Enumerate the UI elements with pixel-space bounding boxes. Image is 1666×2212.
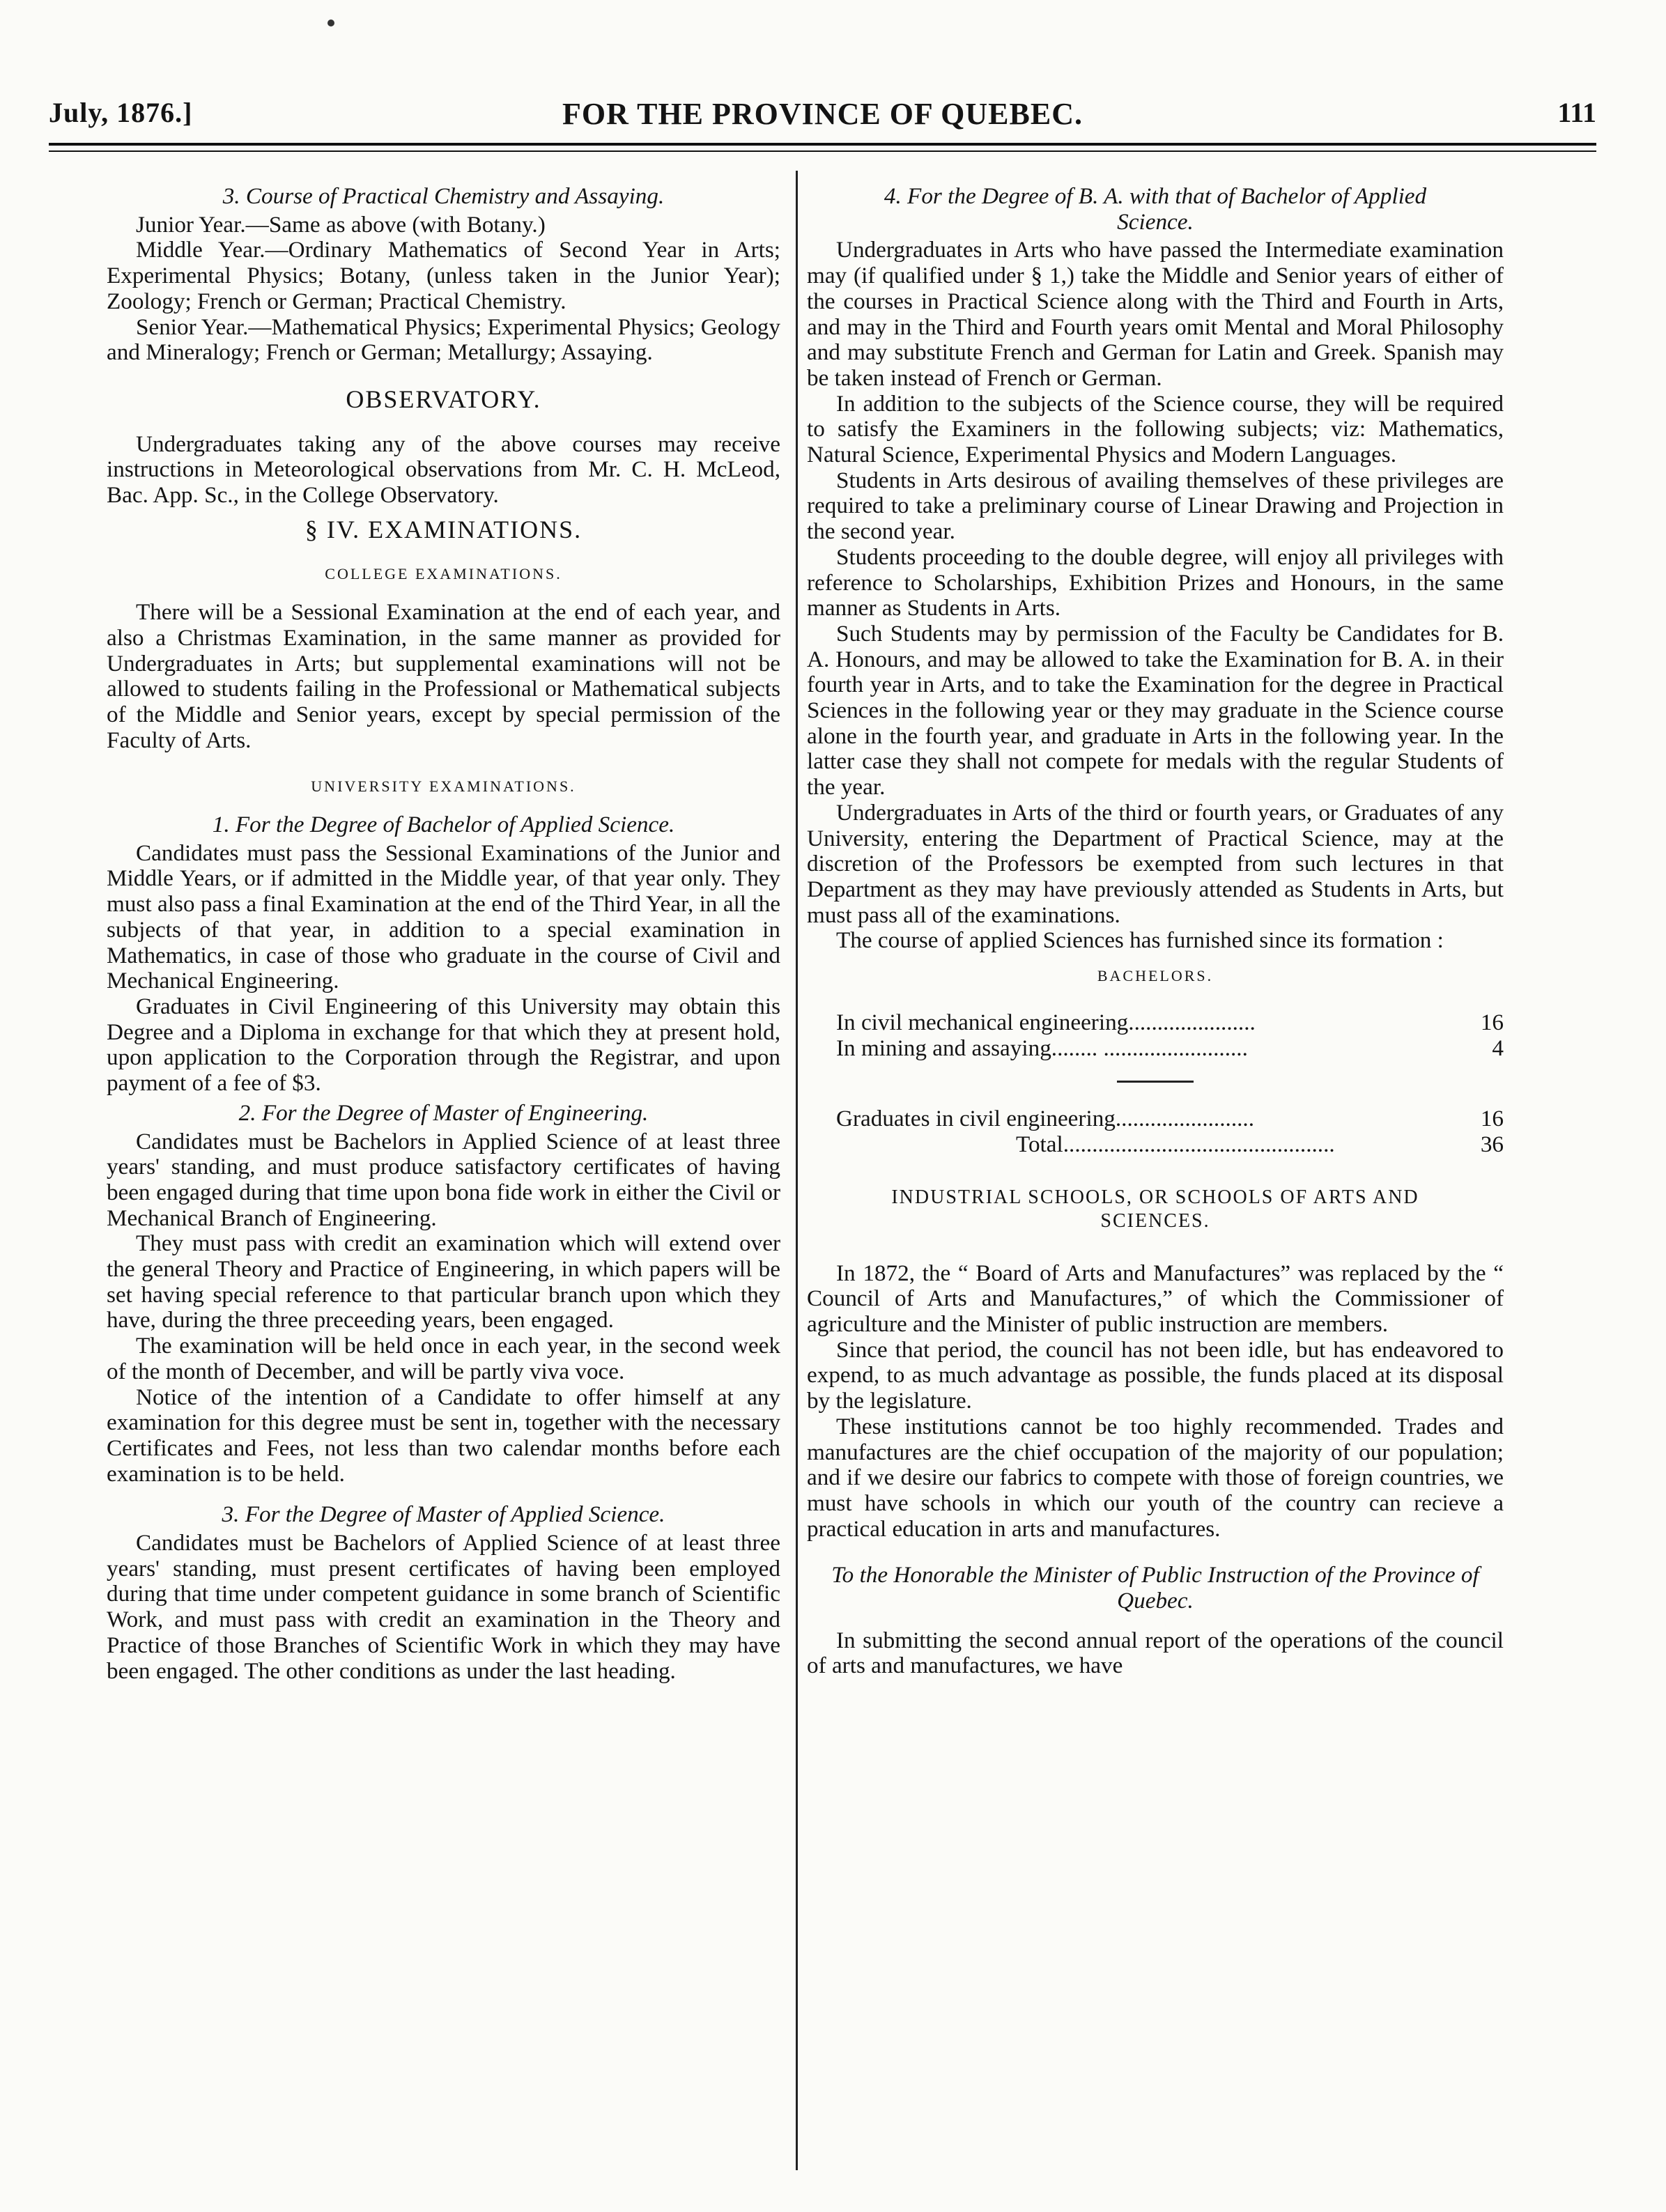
paragraph-master-eng-4: Notice of the intention of a Candidate to offer himself at any examination for this degree must be sent in, together with the necessary Certificates and Fees, not less than two calendar months before each examination is to be held. (107, 1384, 780, 1487)
table-total-row (807, 1132, 1504, 1158)
right-column (807, 180, 1504, 1679)
row-label: In civil mechanical engineering...................... (836, 1009, 1256, 1035)
paragraph-observatory: Undergraduates taking any of the above courses may receive instructions in Meteorological observations from Mr. C. H. McLeod, Bac. App. Sc., in the College Observatory. (107, 431, 780, 509)
section-title-master-applied-science: 3. For the Degree of Master of Applied Science. (222, 1501, 665, 1528)
table-row (807, 1010, 1504, 1036)
paragraph-double-degree-7: The course of applied Sciences has furnished since its formation : (836, 927, 1444, 954)
paragraph-college-examinations: There will be a Sessional Examination at the end of each year, and also a Christmas Examination, in the same manner as provided for Undergraduates in Arts; but supplemental examinations will not be allowed to students failing in the Professional or Mathematical subjects of the Middle and Senior years, except by special permission of the Faculty of Arts. (107, 599, 780, 753)
heading-university-examinations: UNIVERSITY EXAMINATIONS. (311, 778, 576, 796)
paragraph-double-degree-5: Such Students may by permission of the Faculty be Candidates for B. A. Honours, and may be allowed to take the Examination for B. A. in their fourth year in Arts, and to take the Examination for the degree in Practical Sciences in the following year or they may graduate in the Science course alone in the fourth year, and graduate in Arts in the following year. In the latter case they shall not compete for medals with the regular Students of the year. (807, 620, 1504, 801)
paragraph-junior-year: Junior Year.—Same as above (with Botany.) (136, 211, 546, 238)
header-date: July, 1876.] (49, 97, 193, 128)
table-row (807, 1106, 1504, 1132)
heading-industrial-schools: INDUSTRIAL SCHOOLS, OR SCHOOLS OF ARTS AND SCIENCES. (891, 1186, 1419, 1232)
paragraph-double-degree-1: Undergraduates in Arts who have passed the Intermediate examination may (if qualified under § 1,) take the Middle and Senior years of either of the courses in Practical Science along with the Third and Fourth in Arts, and may in the Third and Fourth years omit Mental and Moral Philosophy and may substitute French and German for Latin and Greek. Spanish may be taken instead of French or German. (807, 237, 1504, 391)
paragraph-industrial-1: In 1872, the “ Board of Arts and Manufactures” was replaced by the “ Council of Arts and Manufactures,” of which the Commissioner of agriculture and the Minister of public instruction are members. (807, 1260, 1504, 1338)
header-rule-thin (49, 150, 1596, 152)
heading-college-examinations: COLLEGE EXAMINATIONS. (325, 565, 562, 583)
paragraph-double-degree-6: Undergraduates in Arts of the third or fourth years, or Graduates of any University, entering the Department of Practical Science, may at the discretion of the Professors be exempted from such lectures in that Department as they may have previously attended as Students in Arts, but must pass all of the examinations. (807, 799, 1504, 928)
section-title-bachelor-applied-science: 1. For the Degree of Bachelor of Applied Science. (212, 812, 675, 838)
left-column (107, 180, 780, 1684)
heading-bachelors: BACHELORS. (1097, 967, 1214, 985)
section-title-chemistry: 3. Course of Practical Chemistry and Assaying. (222, 183, 665, 209)
running-header (49, 96, 1596, 138)
column-divider (796, 171, 798, 2170)
paragraph-report-1: In submitting the second annual report of the operations of the council of arts and manufactures, we have (807, 1627, 1504, 1679)
total-value: 36 (1480, 1131, 1504, 1157)
paragraph-master-eng-3: The examination will be held once in each year, in the second week of the month of December, and will be partly viva voce. (107, 1333, 780, 1384)
row-value: 4 (1492, 1035, 1504, 1061)
graduates-table (807, 1010, 1504, 1158)
row-label: Graduates in civil engineering........................ (836, 1106, 1255, 1132)
total-label: Total............................................... (1016, 1131, 1335, 1157)
paragraph-double-degree-3: Students in Arts desirous of availing themselves of these privileges are required to take a preliminary course of Linear Drawing and Projection in the second year. (807, 467, 1504, 545)
heading-examinations: § IV. EXAMINATIONS. (304, 515, 583, 543)
section-title-double-degree: 4. For the Degree of B. A. with that of Bachelor of Applied Science. (884, 183, 1427, 235)
header-rule-thick (49, 143, 1596, 146)
paragraph-industrial-3: These institutions cannot be too highly recommended. Trades and manufactures are the chief occupation of the majority of our population; and if we desire our fabrics to compete with those of foreign countries, we must have schools in which our youth of the country can recieve a practical education in arts and manufactures. (807, 1413, 1504, 1542)
paragraph-senior-year: Senior Year.—Mathematical Physics; Experimental Physics; Geology and Mineralogy; French or German; Metallurgy; Assaying. (107, 314, 780, 366)
address-line: To the Honorable the Minister of Public Instruction of the Province of Quebec. (831, 1562, 1479, 1614)
paragraph-bachelor-1: Candidates must pass the Sessional Examinations of the Junior and Middle Years, or if admitted in the Middle year, of that year only. They must also pass a final Examination at the end of the Third Year, in all the subjects of that year, in addition to a special examination in Mathematics, in case of those who graduate in the course of Civil and Mechanical Engineering. (107, 840, 780, 994)
page-number: 111 (1557, 97, 1596, 128)
print-speck (327, 20, 334, 26)
paragraph-master-eng-2: They must pass with credit an examination which will extend over the general Theory and Practice of Engineering, in which papers will be set having special reference to that particular branch upon which they have, during the three preceeding years, been engaged. (107, 1230, 780, 1333)
table-row (807, 1036, 1504, 1062)
paragraph-master-applied-1: Candidates must be Bachelors of Applied Science of at least three years' standing, must present certificates of having been employed during that time under competent guidance in some branch of Scientific Work, and must pass with credit an examination in the Theory and Practice of those Branches of Scientific Work in which they may have been engaged. The other conditions as under the last heading. (107, 1530, 780, 1684)
row-value: 16 (1480, 1009, 1504, 1035)
paragraph-double-degree-4: Students proceeding to the double degree, will enjoy all privileges with reference to Scholarships, Exhibition Prizes and Honours, in the same manner as Students in Arts. (807, 543, 1504, 621)
header-title: FOR THE PROVINCE OF QUEBEC. (562, 97, 1083, 131)
paragraph-middle-year: Middle Year.—Ordinary Mathematics of Second Year in Arts; Experimental Physics; Botany, (unless taken in the Junior Year); Zoology; French or German; Practical Chemistry. (107, 237, 780, 314)
row-value: 16 (1480, 1106, 1504, 1132)
row-label: In mining and assaying........ ......................... (836, 1035, 1248, 1061)
paragraph-double-degree-2: In addition to the subjects of the Science course, they will be required to satisfy the Examiners in the following subjects; viz: Mathematics, Natural Science, Experimental Physics and Modern Languages. (807, 390, 1504, 468)
section-title-master-engineering: 2. For the Degree of Master of Engineering. (238, 1099, 649, 1126)
paragraph-master-eng-1: Candidates must be Bachelors in Applied Science of at least three years' standing, and must produce satisfactory certificates of having been engaged during that time upon bona fide work in either the Civil or Mechanical Branch of Engineering. (107, 1128, 780, 1231)
heading-observatory: OBSERVATORY. (346, 385, 541, 413)
paragraph-bachelor-2: Graduates in Civil Engineering of this University may obtain this Degree and a Diploma in exchange for that which they at present hold, upon application to the Corporation through the Registrar, and upon payment of a fee of $3. (107, 993, 780, 1097)
paragraph-industrial-2: Since that period, the council has not been idle, but has endeavored to expend, to as much advantage as possible, the funds placed at its disposal by the legislature. (807, 1336, 1504, 1414)
table-rule (1117, 1081, 1194, 1083)
